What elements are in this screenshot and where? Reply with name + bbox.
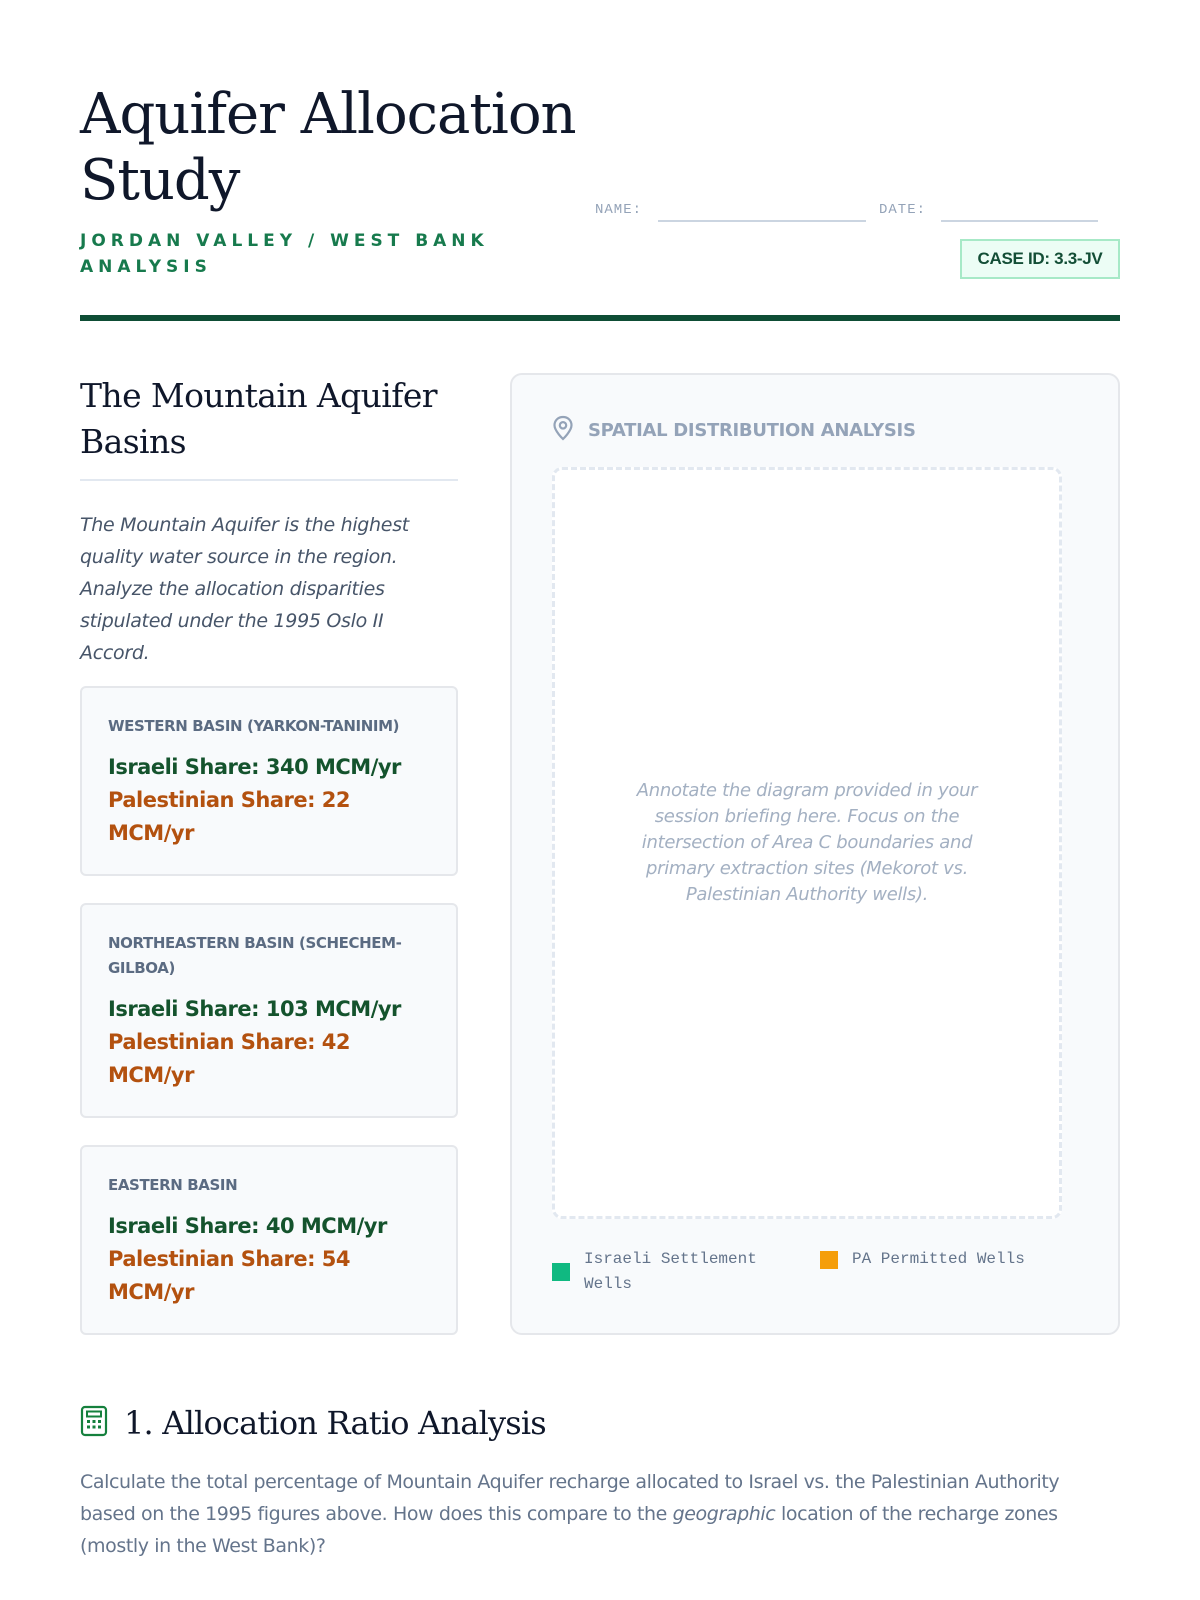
intro-text: The Mountain Aquifer is the highest quality water source in the region. Analyze the allocation disparities stipulated under the 1995 Oslo II Accord. [80, 514, 409, 664]
worksheet-page [80, 0, 1120, 1600]
question-heading [80, 1404, 546, 1442]
case-id-badge: CASE ID: 3.3-JV [960, 239, 1120, 279]
legend-item [552, 1247, 782, 1297]
palestinian-share: Palestinian Share: 42 MCM/yr [108, 1030, 351, 1087]
legend-swatch-israeli [552, 1263, 570, 1281]
basin-card [80, 686, 458, 876]
annotation-placeholder: Annotate the diagram provided in your session briefing here. Focus on the intersection of Area C boundaries and primary extraction sites (Mekorot vs. Palestinian Authority wells). [636, 780, 978, 905]
map-pin-icon [552, 415, 574, 446]
israeli-share: Israeli Share: 40 MCM/yr [108, 1214, 387, 1238]
question-text-part: location of the recharge zones (mostly in the West Bank)? [80, 1503, 1058, 1557]
israeli-share: Israeli Share: 103 MCM/yr [108, 997, 401, 1021]
legend-label: PA Permitted Wells [852, 1250, 1025, 1268]
palestinian-share: Palestinian Share: 22 MCM/yr [108, 788, 351, 845]
legend-label: Israeli Settlement Wells [584, 1250, 757, 1293]
page-subtitle: JORDAN VALLEY / WEST BANK ANALYSIS [80, 231, 489, 277]
spatial-analysis-panel [510, 373, 1120, 1335]
basin-name: NORTHEASTERN BASIN (SCHECHEM-GILBOA) [108, 934, 402, 977]
date-field-label: DATE: [879, 202, 927, 218]
section-heading: The Mountain Aquifer Basins [80, 373, 458, 481]
basin-name: WESTERN BASIN (YARKON-TANINIM) [108, 717, 400, 735]
basins-column [80, 373, 458, 669]
header-divider [80, 315, 1120, 321]
basin-card [80, 903, 458, 1118]
worksheet-header [80, 82, 1120, 330]
israeli-share: Israeli Share: 340 MCM/yr [108, 755, 401, 779]
name-field-label: NAME: [595, 202, 643, 218]
legend-swatch-pa [820, 1251, 838, 1269]
annotation-area[interactable] [552, 467, 1062, 1219]
legend-item [820, 1247, 1080, 1272]
question-title: 1. Allocation Ratio Analysis [124, 1404, 546, 1442]
question-text-part: Calculate the total percentage of Mountain Aquifer recharge allocated to Israel vs. the Palestinian Authority based on the 1995 figures above. How does this compare to the [80, 1471, 1060, 1525]
basin-card [80, 1145, 458, 1335]
panel-header [552, 415, 916, 446]
question-text [80, 1466, 1090, 1562]
palestinian-share: Palestinian Share: 54 MCM/yr [108, 1247, 351, 1304]
page-title: Aquifer Allocation Study [80, 82, 576, 213]
panel-title: SPATIAL DISTRIBUTION ANALYSIS [588, 420, 916, 441]
basin-name: EASTERN BASIN [108, 1176, 238, 1194]
name-field[interactable] [658, 220, 866, 222]
question-emphasis: geographic [672, 1503, 776, 1525]
date-field[interactable] [941, 220, 1098, 222]
calculator-icon [80, 1405, 108, 1442]
map-legend [552, 1247, 1072, 1307]
